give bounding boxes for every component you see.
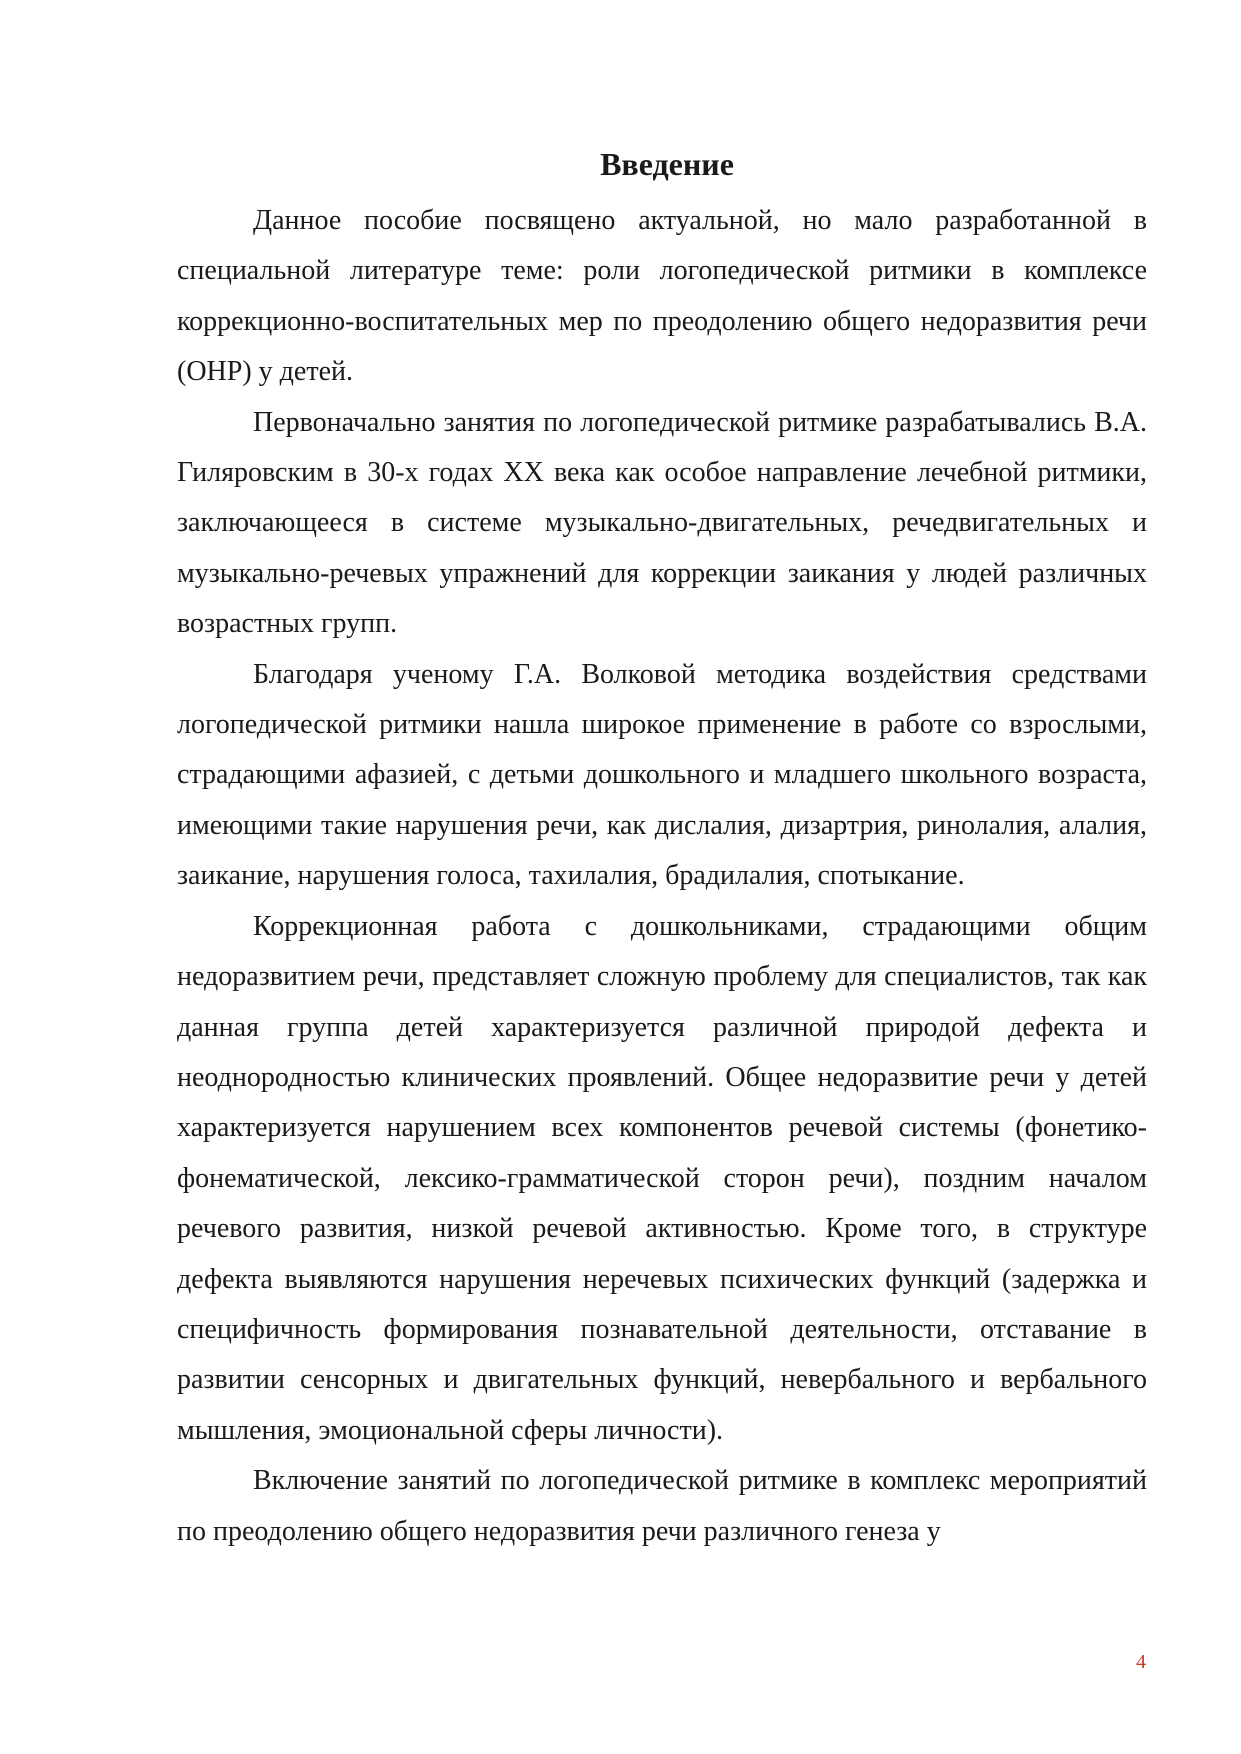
page-content <box>177 142 1147 1557</box>
page-title: Введение <box>600 146 734 182</box>
paragraph-3: Благодаря ученому Г.А. Волковой методика воздействия средствами логопедической ритмики нашла широкое применение в работе со взрослыми, страдающими афазией, с детьми дошкольного и младшего школьного возраста, имеющими такие нарушения речи, как дислалия, дизартрия, ринолалия, алалия, заикание, нарушения голоса, тахилалия, брадилалия, спотыкание. <box>177 658 1147 892</box>
paragraph-1: Данное пособие посвящено актуальной, но мало разработанной в специальной литературе теме: роли логопедической ритмики в комплексе коррекционно-воспитательных мер по преодолению общего недоразвития речи (ОНР) у детей. <box>177 205 1147 388</box>
paragraph-5: Включение занятий по логопедической ритмике в комплекс мероприятий по преодолению общего недоразвития речи различного генеза у <box>177 1465 1147 1547</box>
paragraph-2: Первоначально занятия по логопедической ритмике разрабатывались В.А. Гиляровским в 30-х годах XX века как особое направление лечебной ритмики, заключающееся в системе музыкально-двигательных, речедвигательных и музыкально-речевых упражнений для коррекции заикания у людей различных возрастных групп. <box>177 406 1147 640</box>
page-number: 4 <box>1136 1651 1146 1673</box>
paragraph-4: Коррекционная работа с дошкольниками, страдающими общим недоразвитием речи, представляет сложную проблему для специалистов, так как данная группа детей характеризуется различной природой дефекта и неоднородностью клинических проявлений. Общее недоразвитие речи у детей характеризуется нарушением всех компонентов речевой системы (фонетико-фонематической, лексико-грамматической сторон речи), поздним началом речевого развития, низкой речевой активностью. Кроме того, в структуре дефекта выявляются нарушения неречевых психических функций (задержка и специфичность формирования познавательной деятельности, отставание в развитии сенсорных и двигательных функций, невербального и вербального мышления, эмоциональной сферы личности). <box>177 910 1147 1446</box>
